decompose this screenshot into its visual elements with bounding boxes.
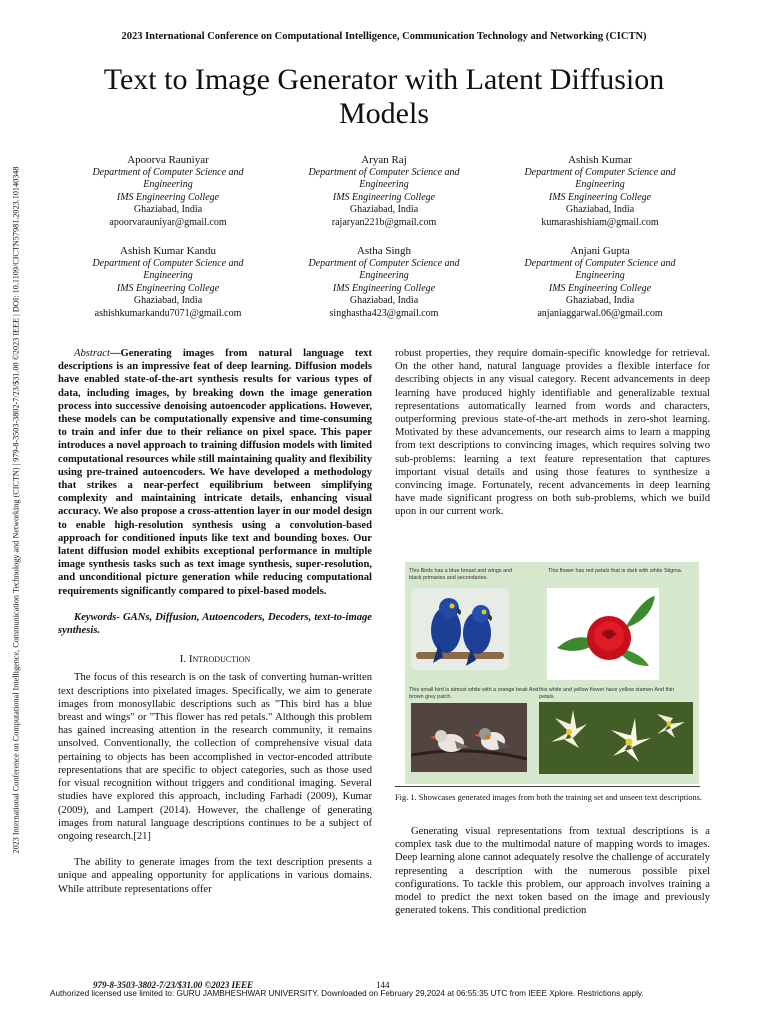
figure-subcaption: This flower has red petals that is dark with white Stigma.	[548, 568, 683, 574]
author-dept: Engineering	[143, 179, 193, 190]
paper-title	[70, 63, 698, 131]
title-line-2: Models	[339, 97, 429, 130]
author-dept: Engineering	[143, 270, 193, 281]
author-name: Ashish Kumar Kandu	[120, 245, 216, 257]
intro-paragraph: The focus of this research is on the task of converting human-written text descriptions into pixelated images. Specifically, we aim to generate images from monosyllabic descriptions such as "This bird has a blue breast and wings" or "This flower has red petals." Although this problem has gained increasing attention in the research community, it remains unsolved. Conventionally, the collection of comprehensive visual data pertaining to objects has been accomplished in vector-encoded attribute representations that are specific to object categories, such as those used for visual recognition without triggers and conditional imaging. Several studies have explored this approach, including Farhadi (2009), Kumar (2009), and Lampert (2014). However, the challenge of generating images from natural language descriptions continues to be a subject of ongoing research.[21]	[58, 672, 372, 842]
author-name: Anjani Gupta	[570, 245, 630, 257]
page-number: 144	[376, 980, 390, 990]
author-dept: Department of Computer Science and	[524, 166, 676, 178]
author-city: Ghaziabad, India	[133, 295, 203, 306]
left-column	[58, 347, 372, 896]
author-city: Ghaziabad, India	[133, 204, 203, 215]
white-flowers-image	[539, 702, 693, 774]
author-block	[500, 154, 700, 229]
small-birds-image	[411, 703, 527, 772]
doi-sidebar	[8, 100, 24, 920]
author-block	[68, 154, 268, 229]
section-title: Introduction	[188, 653, 251, 666]
abstract-text: —Generating images from natural language text descriptions is an impressive feat of deep learning. Diffusion models have enabled state-of-the-art synthesis results for various types of data, including images, by breaking down the image generation process into successive denoising autoencoder applications. However, these models can be computationally expensive and time-consuming to train and infer due to their reliance on pixel space. This paper introduces a novel approach to training diffusion models with limited computational resources while still maintaining quality and flexibility using pre-trained autoencoders. We have developed a methodology that strikes a near-perfect equilibrium between simplifying complexity and maintaining intricate details, enhancing visual accuracy. We also propose a cross-attention layer in our model design to enable high-resolution synthesis using a convolution-based approach for conditioned inputs like text and bounding boxes. Our latent diffusion model exhibits exceptional performance in multiple image synthesis tasks such as text image synthesis, super-resolution, and unconditional picture generation while reducing computational requirements significantly compared to pixel-based models.	[58, 348, 372, 597]
author-dept: Engineering	[359, 179, 409, 190]
author-college: IMS Engineering College	[332, 282, 436, 294]
body-paragraph: robust properties, they require domain-specific knowledge for retrieval. On the other hand, natural language provides a flexible interface for describing objects in any visual category. Recent advancements in deep learning have produced highly identifiable and generalizable textual representations automatically learned from words and characters, outperforming previous state-of-the-art methods in zero-shot learning. Motivated by these advancements, our research aims to learn a mapping from text descriptions to convincing images, which requires solving two sub-problems: learning a text feature representation that captures important visual details and using those features to synthesize a convincing image. Fortunately, recent advancements in deep learning have made significant progress on both sub-problems, which we build upon in our current work.	[395, 348, 710, 518]
section-heading	[58, 653, 372, 666]
section-number: I.	[179, 653, 187, 666]
author-dept: Engineering	[575, 179, 625, 190]
blue-birds-image	[411, 588, 509, 670]
red-rose-image	[547, 588, 659, 680]
author-name: Ashish Kumar	[568, 154, 632, 166]
author-city: Ghaziabad, India	[349, 295, 419, 306]
license-notice: Authorized licensed use limited to: GURU JAMBHESHWAR UNIVERSITY. Downloaded on February 29,2024 at 06:55:35 UTC from IEEE Xplore. Restrictions apply.	[50, 989, 644, 998]
abstract	[58, 347, 372, 598]
author-college: IMS Engineering College	[548, 191, 652, 203]
author-block	[284, 154, 484, 229]
author-dept: Department of Computer Science and	[92, 166, 244, 178]
right-column-bottom	[395, 825, 710, 917]
author-email: kumarashishiam@gmail.com	[541, 216, 659, 228]
author-city: Ghaziabad, India	[565, 295, 635, 306]
author-dept: Department of Computer Science and	[92, 257, 244, 269]
author-email: ashishkumarkandu7071@gmail.com	[94, 307, 242, 319]
figure-subcaption: this white and yellow flower have yellow stamen And thin petals.	[539, 687, 675, 700]
author-college: IMS Engineering College	[116, 282, 220, 294]
conference-header: 2023 International Conference on Computational Intelligence, Communication Technology and Networking (CICTN)	[121, 31, 647, 42]
footer-isbn: 979-8-3503-3802-7/23/$31.00 ©2023 IEEE	[93, 980, 253, 990]
figure-subcaption: This Birds has a blue breast and wings and black primaries and secondaries.	[409, 568, 513, 581]
author-dept: Department of Computer Science and	[524, 257, 676, 269]
figure-caption: Fig. 1. Showcases generated images from both the training set and unseen text descriptions.	[395, 793, 703, 802]
author-dept: Engineering	[359, 270, 409, 281]
figure-rule	[395, 786, 700, 787]
author-email: singhastha423@gmail.com	[329, 307, 439, 319]
author-dept: Engineering	[575, 270, 625, 281]
author-block	[500, 245, 700, 320]
author-block	[68, 245, 268, 320]
author-city: Ghaziabad, India	[349, 204, 419, 215]
sidebar-text: 2023 International Conference on Computational Intelligence, Communication Technology and Networking (CICTN) | 979-8-3503-3802-7/23/$31.00 ©2023 IEEE | DOI: 10.1109/CICTN57981.2023.10140348	[11, 166, 21, 854]
title-line-1: Text to Image Generator with Latent Diffusion	[103, 63, 665, 96]
right-column-top	[395, 347, 710, 519]
author-college: IMS Engineering College	[548, 282, 652, 294]
author-dept: Department of Computer Science and	[308, 166, 460, 178]
author-name: Astha Singh	[356, 245, 412, 257]
intro-paragraph: The ability to generate images from the text description presents a unique and appealing opportunity for applications in various domains. While attribute representations offer	[58, 857, 372, 895]
author-email: rajaryan221b@gmail.com	[331, 216, 437, 228]
keywords: Keywords- GANs, Diffusion, Autoencoders, Decoders, text-to-image synthesis.	[58, 611, 372, 637]
author-college: IMS Engineering College	[116, 191, 220, 203]
author-email: anjaniaggarwal.06@gmail.com	[537, 307, 663, 319]
body-paragraph: Generating visual representations from textual descriptions is a complex task due to the multimodal nature of mapping words to images. Deep learning alone cannot adequately resolve the challenge of accurately representing a description with the numerous possible pixel configurations. To tackle this problem, our approach involves training a model to predict the next token based on the image and previously generated tokens. This conditional prediction	[395, 826, 710, 917]
author-college: IMS Engineering College	[332, 191, 436, 203]
author-city: Ghaziabad, India	[565, 204, 635, 215]
author-dept: Department of Computer Science and	[308, 257, 460, 269]
abstract-label: Abstract	[74, 348, 110, 359]
figure-subcaption: This small bird is almost white with a orange beak And brown grey patch.	[409, 687, 539, 700]
author-email: apoorvarauniyar@gmail.com	[109, 216, 227, 228]
figure-1	[405, 562, 699, 784]
author-name: Apoorva Rauniyar	[127, 154, 209, 166]
author-block	[284, 245, 484, 320]
author-name: Aryan Raj	[361, 154, 407, 166]
